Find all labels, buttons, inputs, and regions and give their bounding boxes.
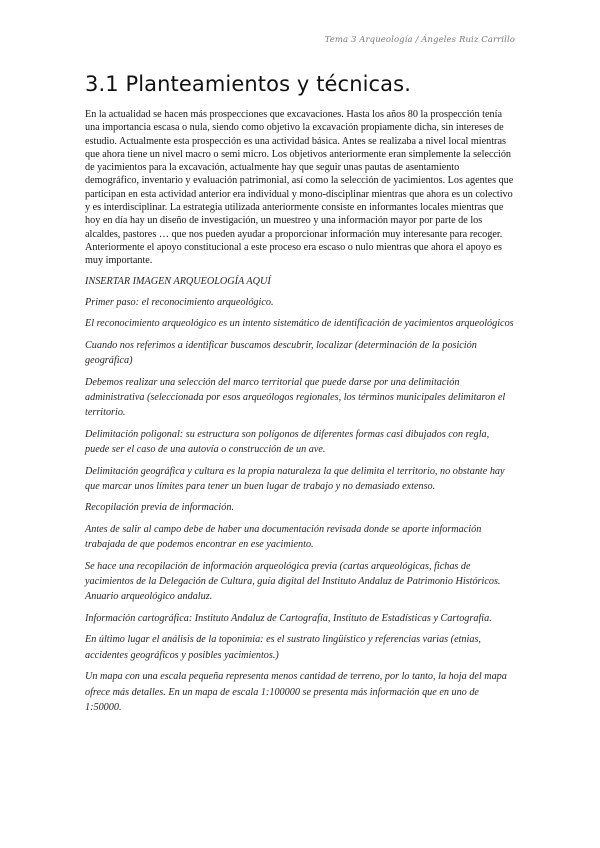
paragraph-territory: Debemos realizar una selección del marco territorial que puede darse por una delimitación administrativa (seleccionada por esos arqueólogos regionales, los términos municipales delimitaron el territorio. bbox=[85, 376, 506, 419]
image-placeholder-note: INSERTAR IMAGEN ARQUEOLOGÍA AQUÍ bbox=[85, 275, 271, 287]
paragraph-archaeological-info: Se hace una recopilación de información arqueológica previa (cartas arqueológicas, fichas de yacimientos de la Delegación de Cultura, guía digital del Instituto Andaluz de Patrimonio Históricos. Anuario arqueológico andaluz. bbox=[85, 560, 501, 603]
paragraph-identify: Cuando nos referimos a identificar buscamos descubrir, localizar (determinación de la posición geográfica) bbox=[85, 339, 477, 367]
first-step-heading: Primer paso: el reconocimiento arqueológico. bbox=[85, 296, 274, 308]
page-header: Tema 3 Arqueología / Ángeles Ruiz Carrillo bbox=[324, 35, 515, 45]
paragraph-recognition: El reconocimiento arqueológico es un intento sistemático de identificación de yacimientos arqueológicos bbox=[85, 318, 514, 330]
intro-paragraph: En la actualidad se hacen más prospecciones que excavaciones. Hasta los años 80 la prospección tenía una importancia escasa o nula, siendo como objetivo la excavación propiamente dicha, sin intereses de estudio. Actualmente esta prospección es una actividad básica. Antes se realizaba a nivel local mientras que ahora tiene un nivel macro o semi micro. Los objetivos anteriormente eran simplemente la selección de yacimientos para la excavación, actualmente hay que seguir unas pautas de asentamiento demográfico, inventario y evaluación patrimonial, así como la selección de yacimientos. Los agentes que participan en esta actividad anterior era individual y mono-disciplinar mientras que ahora es un colectivo y es interdisciplinar. La estrategia utilizada anteriormente consiste en informantes locales mientras que hoy en día hay un diseño de investigación, un muestreo y una información mayor por parte de los alcaldes, pastores … que nos pueden ayudar a proporcionar información muy interesante para recoger. Anteriormente el apoyo constitucional a este proceso era escaso o nulo mientras que ahora el apoyo es muy importante. bbox=[85, 109, 514, 267]
paragraph-map-scale: Un mapa con una escala pequeña representa menos cantidad de terreno, por lo tanto, la hoja del mapa ofrece más detalles. En un mapa de escala 1:100000 se presenta más información que en uno de 1:50000. bbox=[85, 671, 507, 713]
paragraph-cartographic-info: Información cartográfica: Instituto Andaluz de Cartografía, Instituto de Estadísticas y Cartografía. bbox=[85, 612, 492, 624]
document-body bbox=[85, 108, 515, 721]
paragraph-polygonal: Delimitación poligonal: su estructura son polígonos de diferentes formas casi dibujados con regla, puede ser el caso de una autovía o construcción de un ave. bbox=[85, 428, 490, 456]
paragraph-documentation: Antes de salir al campo debe de haber una documentación revisada donde se aporte información trabajada de que podemos encontrar en ese yacimiento. bbox=[85, 523, 482, 551]
paragraph-geographic: Delimitación geográfica y cultura es la propia naturaleza la que delimita el territorio, no obstante hay que marcar unos límites para tener un buen lugar de trabajo y no demasiado extenso. bbox=[85, 465, 505, 493]
compilation-heading: Recopilación previa de información. bbox=[85, 502, 235, 514]
paragraph-toponymy: En último lugar el análisis de la toponimia: es el sustrato lingüístico y referencias varias (etnias, accidentes geográficos y posibles yacimientos.) bbox=[85, 634, 481, 661]
section-title: 3.1 Planteamientos y técnicas. bbox=[85, 72, 411, 96]
